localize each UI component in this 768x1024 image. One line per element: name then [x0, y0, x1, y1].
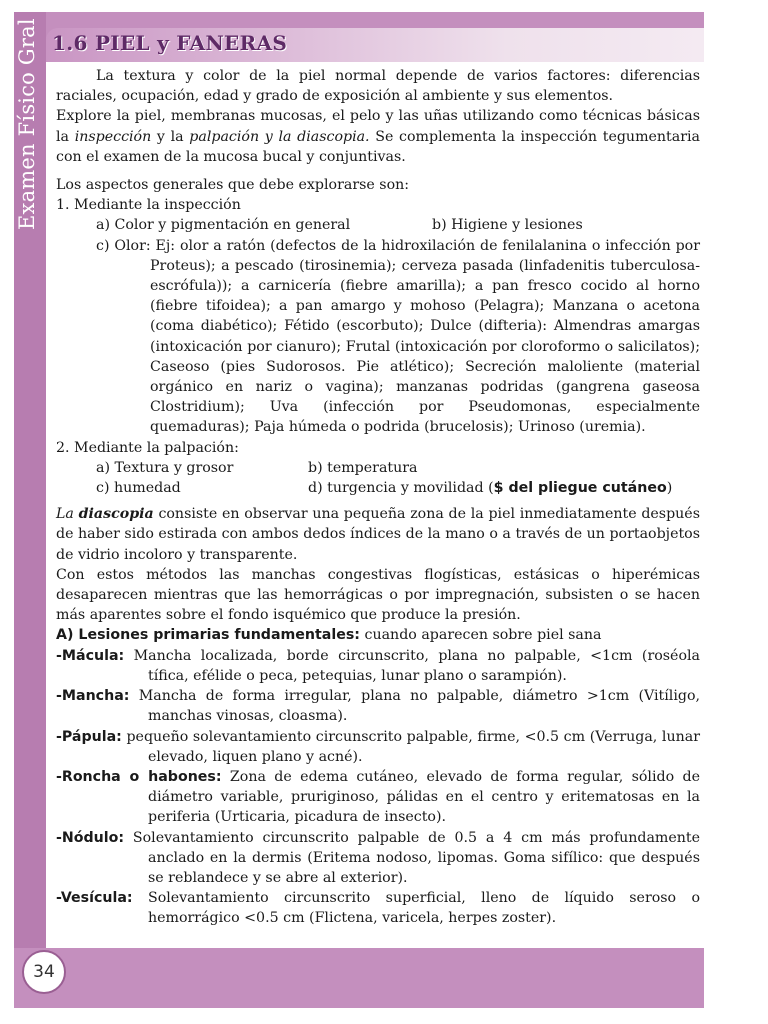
lesion-nodulo: -Nódulo: Solevantamiento circunscrito palpable de 0.5 a 4 cm más profundamente anclado en la dermis (Eritema nodoso, lipomas. Goma sifílico: que después se reblandece y se abre al exterior). — [56, 829, 700, 886]
lesion-vesicula: -Vesícula: Solevantamiento circunscrito superficial, lleno de líquido seroso o hemorrágico <0.5 cm (Flictena, varicela, herpes zoster). — [56, 890, 700, 927]
lesion-macula: -Mácula: Mancha localizada, borde circunscrito, plana no palpable, <1cm (roséola tífica, efélide o peca, petequias, lunar plano o sarampión). — [56, 647, 700, 684]
inspection-title: 1. Mediante la inspección — [56, 197, 241, 214]
inspection-item-a: a) Color y pigmentación en general — [96, 217, 351, 234]
sidebar-title: Examen Físico Gral — [15, 18, 39, 230]
palpation-items-cd — [56, 478, 700, 498]
intro-paragraph-2: Explore la piel, membranas mucosas, el pelo y las uñas utilizando como técnicas básicas la inspección y la palpación y la diascopia. Se complementa la inspección tegumentaria con el examen de la mucosa bucal y conjuntivas. — [56, 108, 700, 165]
body-text — [56, 66, 700, 929]
palpation-item-c: c) humedad — [96, 480, 181, 497]
section-title: 1.6 PIEL y FANERAS — [52, 31, 288, 55]
palpation-item-a: a) Textura y grosor — [96, 459, 234, 476]
inspection-item-c: c) Olor: Ej: olor a ratón (defectos de la hidroxilación de fenilalanina o infección por Proteus); a pescado (tirosinemia); cerveza pasada (linfadenitis tuberculosa-escrófula)); a carnicería (fiebre amarilla); a pan fresco cocido al horno (fiebre tifoidea); a pan amargo y mohoso (Pelagra); Manzana o acetona (coma diabético); Fétido (escorbuto); Dulce (difteria): Almendras amargas (intoxicación por cianuro); Frutal (intoxicación por cloroformo o salicilatos); Caseoso (pies Sudorosos. Pie atlético); Secreción maloliente (material orgánico en nariz o vagina); manzanas podridas (gangrena gaseosa Clostridium); Uva (infección por Pseudomonas, especialmente quemaduras); Paja húmeda o podrida (brucelosis); Urinoso (uremia). — [96, 237, 700, 436]
palpation-item-b: b) temperatura — [308, 459, 418, 476]
lesion-roncha: -Roncha o habones: Zona de edema cutáneo, elevado de forma regular, sólido de diámetro variable, pruriginoso, pálidas en el centro y eritematosas en la periferia (Urticaria, picadura de insecto). — [56, 768, 700, 826]
page-number: 34 — [22, 950, 66, 994]
palpation-title: 2. Mediante la palpación: — [56, 439, 239, 456]
diascopia-paragraph: La diascopia consiste en observar una pequeña zona de la piel inmediatamente después de haber sido estirada con ambos dedos índices de la mano o a través de un portaobjetos de vidrio incoloro y transparente. — [56, 506, 700, 563]
inspection-items-ab — [56, 215, 700, 235]
aspects-heading: Los aspectos generales que debe explorarse son: — [56, 177, 410, 194]
lesion-papula: -Pápula: pequeño solevantamiento circunscrito palpable, firme, <0.5 cm (Verruga, lunar elevado, liquen plano y acné). — [56, 728, 700, 765]
lesion-mancha: -Mancha: Mancha de forma irregular, plana no palpable, diámetro >1cm (Vitíligo, manchas vinosas, cloasma). — [56, 688, 700, 725]
lesions-heading: A) Lesiones primarias fundamentales: cuando aparecen sobre piel sana — [56, 627, 602, 644]
palpation-items-ab — [56, 458, 700, 478]
diascopia-methods-paragraph: Con estos métodos las manchas congestivas flogísticas, estásicas o hiperémicas desaparecen mientras que las hemorrágicas o por impregnación, subsisten o se hacen más aparentes sobre el fondo isquémico que produce la presión. — [56, 566, 700, 624]
palpation-item-d: d) turgencia y movilidad ($ del pliegue cutáneo) — [308, 480, 673, 497]
inspection-item-b: b) Higiene y lesiones — [432, 217, 583, 234]
intro-paragraph-1: La textura y color de la piel normal depende de varios factores: diferencias raciales, ocupación, edad y grado de exposición al ambiente y sus elementos. — [56, 68, 700, 105]
